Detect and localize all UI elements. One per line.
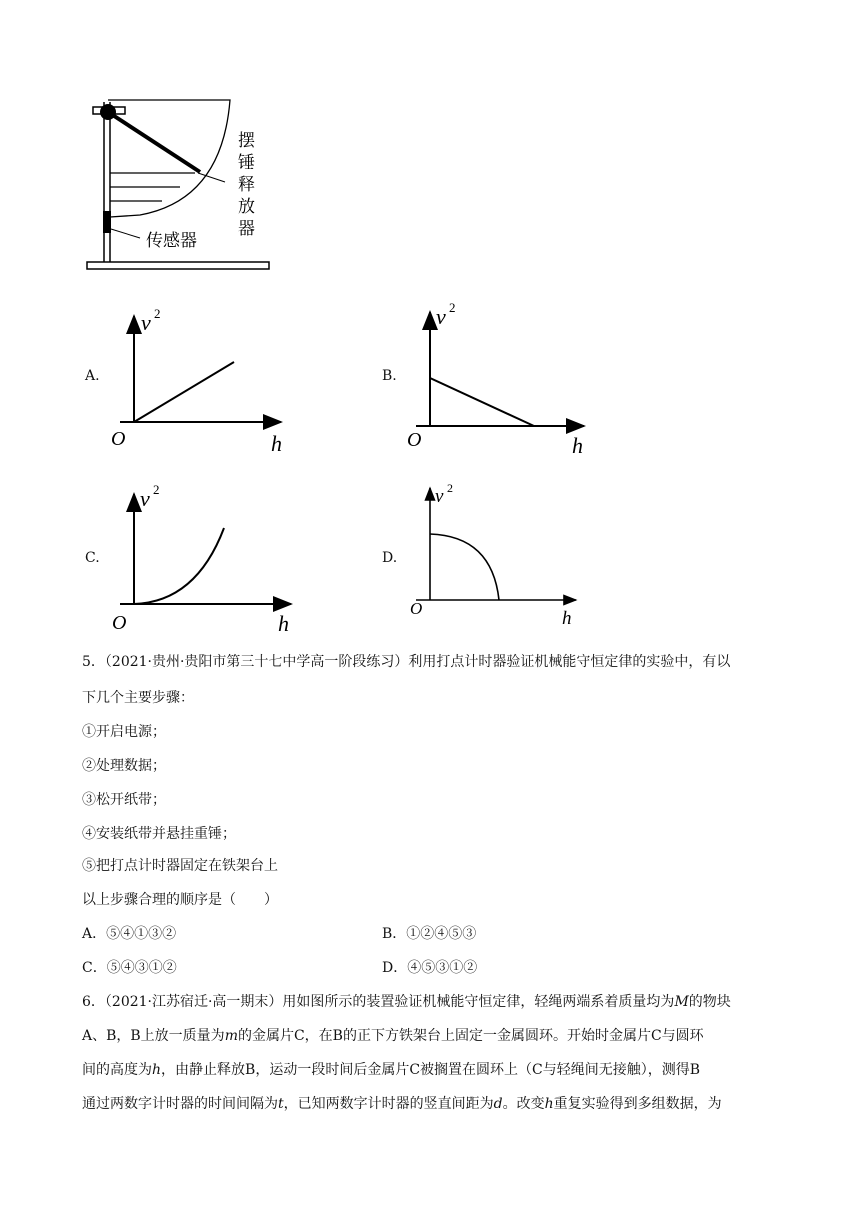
release-label-2: 释 [238,175,255,195]
q5-question: 以上步骤合理的顺序是（ ） [82,892,278,908]
graph-d-curve [430,534,499,600]
graph-b-line [430,378,534,426]
q5-stem-line1: 5．（2021·贵州·贵阳市第三十七中学高一阶段练习）利用打点计时器验证机械能守恒定律的实验中，有以 [82,654,731,670]
graph-b [402,296,602,460]
apparatus-figure [80,90,280,280]
q6-line4-d: 重复实验得到多组数据，为 [553,1096,722,1112]
release-label-1: 锤 [238,153,255,173]
graph-c [106,474,306,638]
q5-step-2: ②处理数据； [82,758,166,774]
q6-line2-b: 的金属片C，在B的正下方铁架台上固定一金属圆环。开始时金属片C与圆环 [237,1028,704,1044]
graph-c-ylabel: v [140,486,150,511]
release-label-3: 放 [238,197,255,217]
q6-var-h: h [152,1062,162,1078]
q5-step-3: ③松开纸带； [82,792,166,808]
q5-stem-line2: 下几个主要步骤： [82,690,194,706]
sensor [103,211,111,233]
q6-line4-b: ，已知两数字计时器的竖直间距为 [283,1096,494,1112]
q6-line1-a: 6．（2021·江苏宿迁·高一期末）用如图所示的装置验证机械能守恒定律，轻绳两端系着质量均为 [82,994,675,1010]
q5-option-d[interactable]: D．④⑤③①② [382,960,478,976]
q6-line3-a: 间的高度为 [82,1062,152,1078]
graph-a-origin: O [111,428,126,450]
graph-b-ylabel: v [436,304,446,329]
q5-option-a[interactable]: A．⑤④①③② [82,926,177,942]
q6-var-h2: h [544,1096,554,1112]
graph-c-ysup: 2 [153,482,160,497]
option-c-label: C. [85,550,100,566]
q5-step-1: ①开启电源； [82,724,166,740]
pendulum-arm [108,112,200,172]
q6-var-m: m [224,1028,238,1044]
q5-step-4: ④安装纸带并悬挂重锤； [82,826,236,842]
graph-c-xlabel: h [278,611,289,636]
graph-b-origin: O [407,429,422,451]
q6-line1 [82,992,731,1012]
graph-d-origin: O [410,599,423,618]
q6-line4-a: 通过两数字计时器的时间间隔为 [82,1096,278,1112]
graph-a-line [134,362,234,422]
graph-d-ysup: 2 [447,481,453,495]
graph-a [106,300,296,460]
q5-step-5: ⑤把打点计时器固定在铁架台上 [82,858,278,874]
graph-d-xlabel: h [562,608,572,629]
q5-option-c[interactable]: C．⑤④③①② [82,960,177,976]
release-label-4: 器 [238,219,255,239]
graph-c-curve [134,528,224,604]
option-d-label: D. [382,550,398,566]
q6-var-M: M [674,994,689,1010]
graph-d-ylabel: v [435,486,444,507]
q5-option-b[interactable]: B．①②④⑤③ [382,926,477,942]
q6-line2 [82,1026,704,1046]
q6-line1-b: 的物块 [688,994,731,1010]
q6-var-t: t [278,1096,284,1112]
graph-a-xlabel: h [271,431,282,456]
q6-line4 [82,1094,722,1114]
q6-line3 [82,1060,700,1080]
q6-line4-c: 。改变 [502,1096,545,1112]
graph-c-origin: O [112,612,127,634]
stand-base [87,262,269,269]
option-a-label: A. [85,368,100,384]
graph-b-ysup: 2 [449,300,456,315]
release-label-0: 摆 [238,131,255,151]
graph-a-ysup: 2 [154,306,161,321]
option-b-label: B. [382,368,397,384]
graph-d [402,474,592,634]
graph-b-xlabel: h [572,433,583,458]
sensor-label: 传感器 [146,231,197,251]
q6-line3-b: ，由静止释放B，运动一段时间后金属片C被搁置在圆环上（C与轻绳间无接触），测得B [161,1062,701,1078]
graph-a-ylabel: v [141,310,151,335]
q6-var-d: d [493,1096,503,1112]
q6-line2-a: A、B，B上放一质量为 [82,1028,225,1044]
